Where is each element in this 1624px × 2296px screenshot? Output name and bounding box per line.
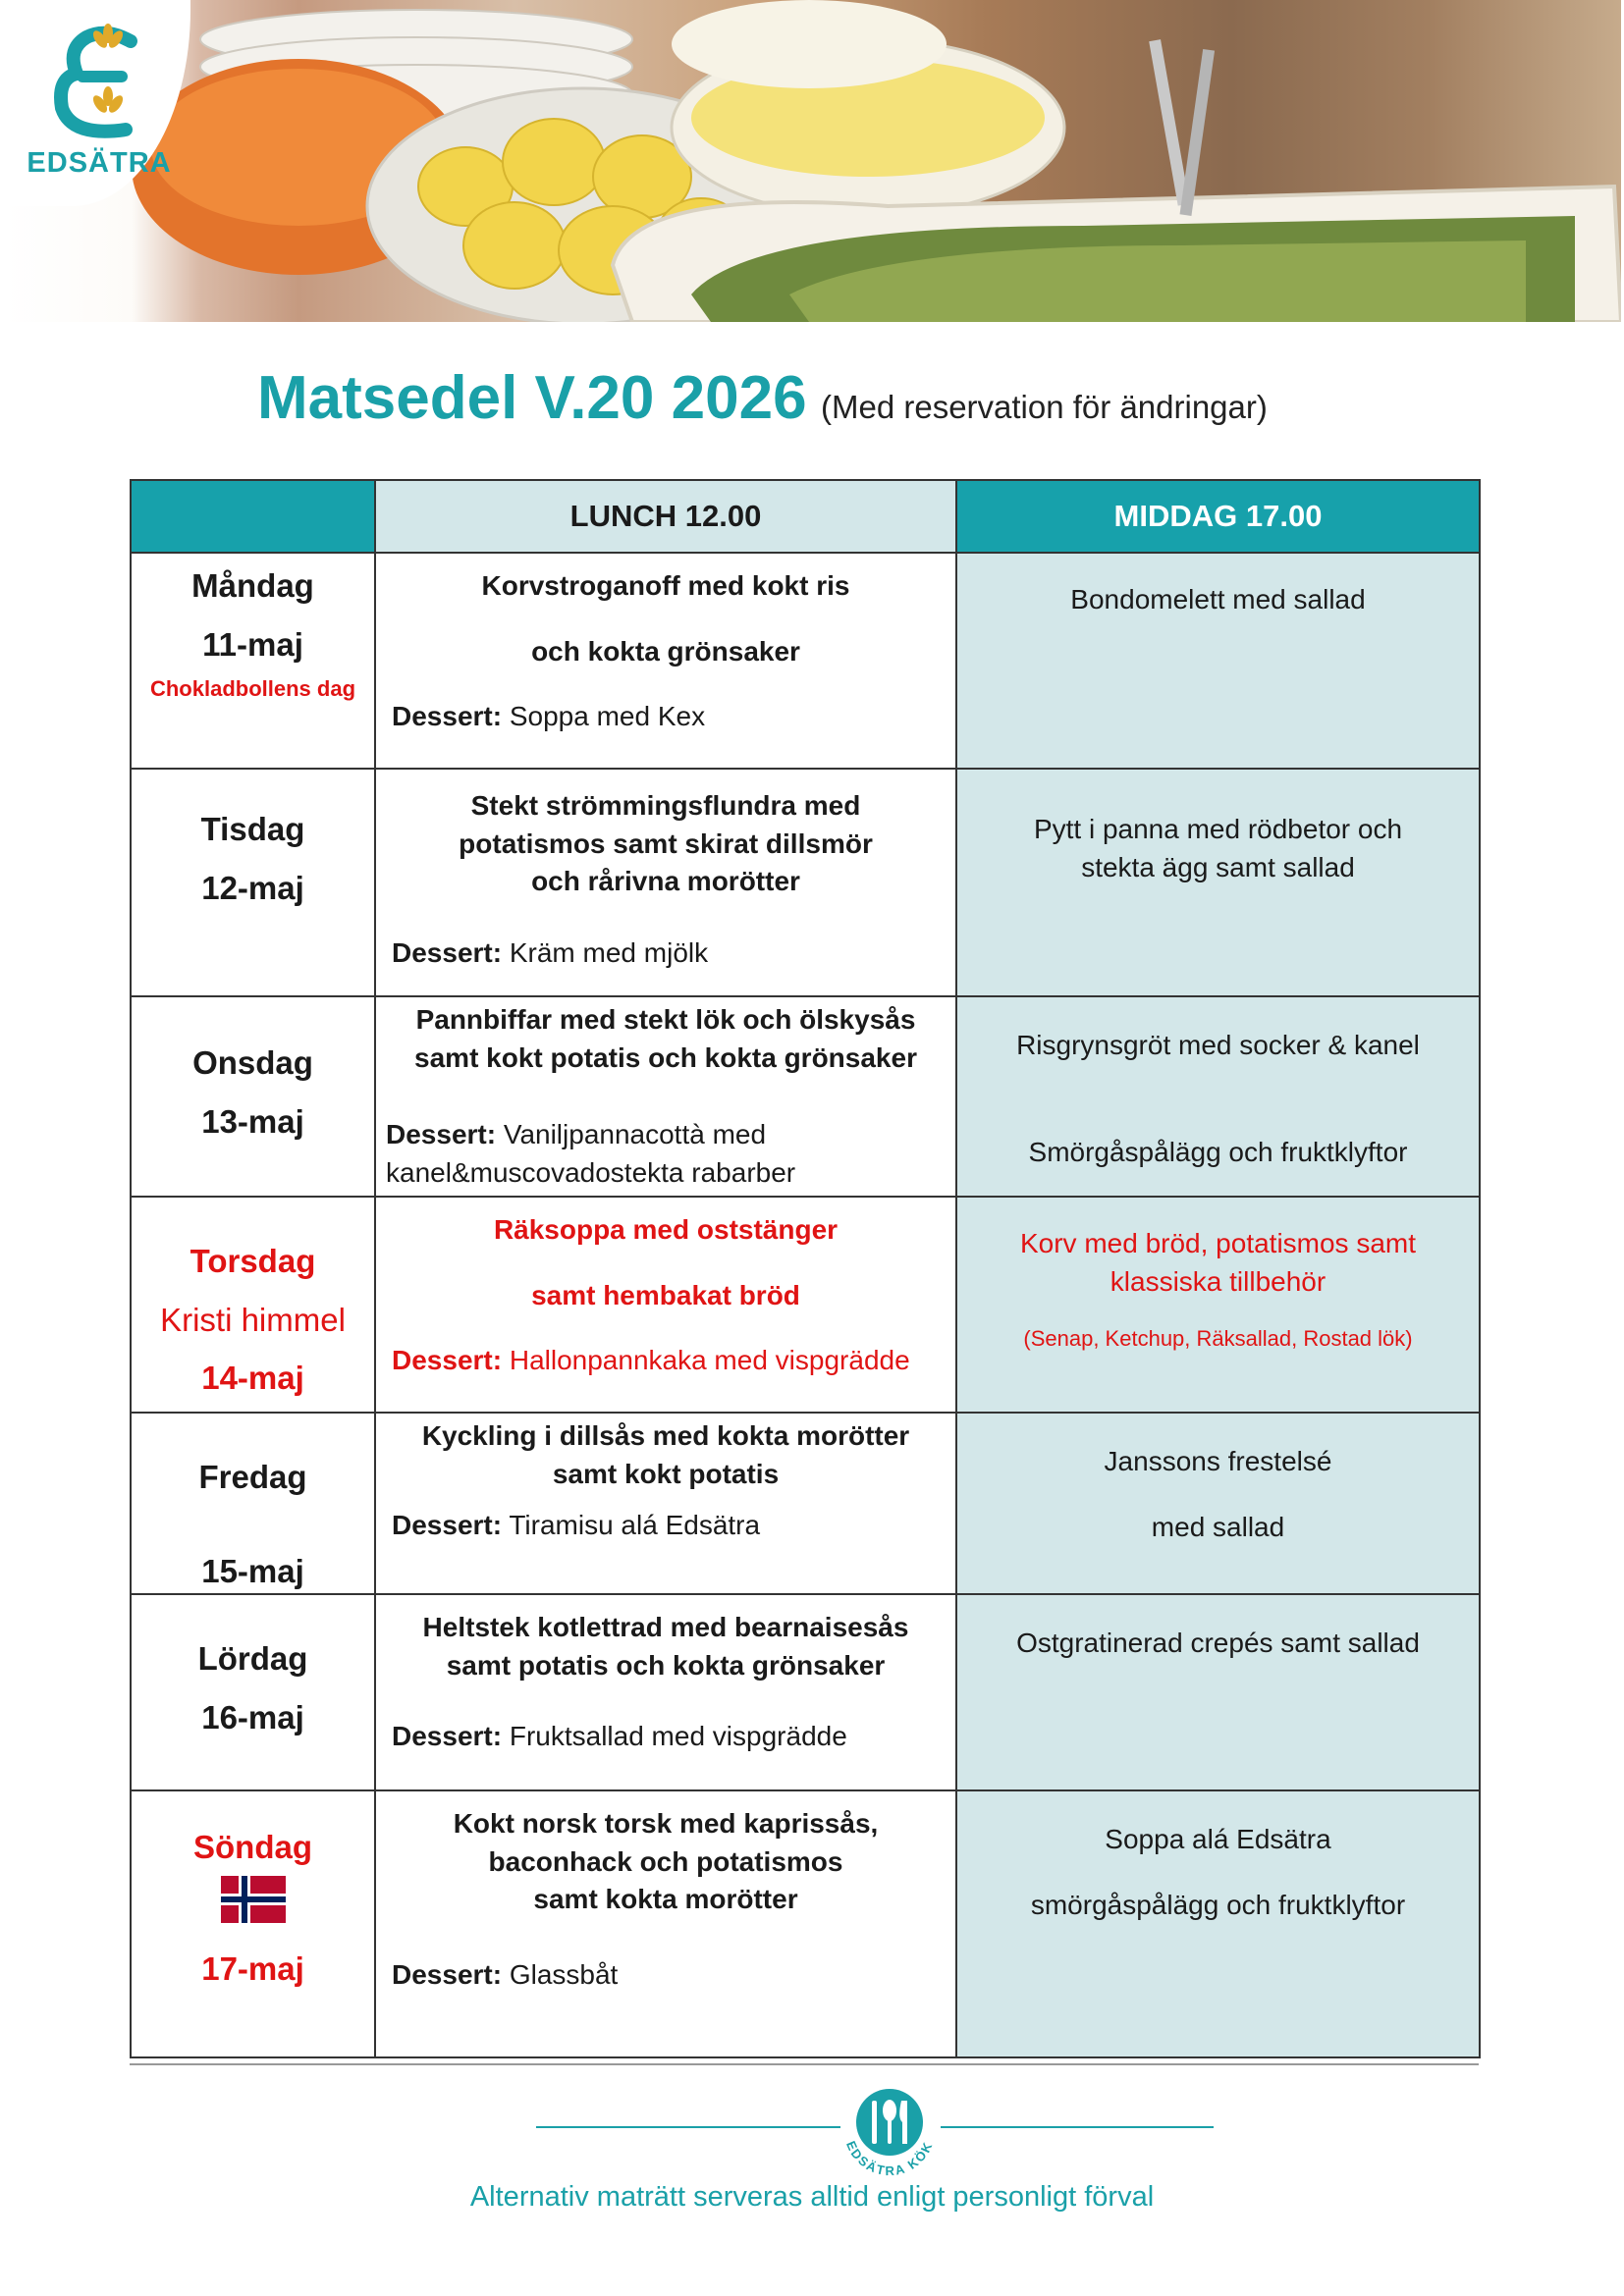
lunch-cell — [375, 1413, 956, 1594]
middag-line: Risgrynsgröt med socker & kanel — [1016, 1030, 1420, 1060]
lunch-line: Kyckling i dillsås med kokta morötter — [421, 1420, 910, 1451]
table-row — [131, 1790, 1480, 2057]
day-date: 16-maj — [201, 1698, 304, 1735]
table-header-row — [131, 480, 1480, 553]
dessert-text: Fruktsallad med vispgrädde — [509, 1721, 847, 1752]
day-cell — [131, 1594, 375, 1790]
dessert-text: Vaniljpannacottà med — [503, 1119, 767, 1150]
lunch-line: Kokt norsk torsk med kaprissås, — [453, 1808, 879, 1840]
lunch-cell — [375, 1197, 956, 1413]
table-row — [131, 769, 1480, 996]
lunch-cell — [375, 1594, 956, 1790]
dessert-label: Dessert: — [392, 936, 503, 968]
title-main: Matsedel V.20 2026 — [257, 364, 807, 432]
kitchen-logo-text: EDSÄTRA KÖK — [842, 2138, 937, 2179]
dessert-text: Hallonpannkaka med vispgrädde — [509, 1345, 910, 1376]
dessert-line — [376, 1718, 955, 1756]
day-name: Tisdag — [200, 811, 305, 847]
dessert-text: Soppa med Kex — [509, 701, 706, 732]
day-name: Söndag — [193, 1829, 312, 1866]
footer-divider — [130, 2063, 1479, 2065]
food-photo — [4, 0, 1621, 322]
lunch-line: Korvstroganoff med kokt ris — [481, 570, 850, 601]
lunch-line: samt kokt potatis — [552, 1458, 780, 1489]
middag-line: Soppa alá Edsätra — [1105, 1824, 1331, 1855]
middag-line: Korv med bröd, potatismos samt — [1019, 1228, 1417, 1258]
dessert-line — [376, 698, 955, 736]
day-date: 15-maj — [201, 1552, 304, 1589]
dessert-label: Dessert: — [392, 1721, 503, 1752]
lunch-line: och rårivna morötter — [531, 866, 800, 897]
middag-line: Janssons frestelsé — [1104, 1446, 1332, 1476]
table-row — [131, 1594, 1480, 1790]
day-cell — [131, 769, 375, 996]
lunch-line: och kokta grönsaker — [531, 635, 800, 667]
day-cell — [131, 996, 375, 1197]
day-date: 14-maj — [201, 1360, 304, 1397]
dessert-line — [376, 1507, 955, 1545]
middag-line: Ostgratinerad crepés samt sallad — [1016, 1628, 1420, 1659]
day-date: 13-maj — [201, 1102, 304, 1140]
lunch-line: samt kokta morötter — [533, 1884, 798, 1915]
page-title — [257, 363, 1268, 433]
middag-cell — [956, 769, 1480, 996]
table-row — [131, 1413, 1480, 1594]
middag-line: smörgåspålägg och fruktklyftor — [1030, 1889, 1406, 1920]
day-cell — [131, 1790, 375, 2057]
day-name: Måndag — [191, 567, 314, 604]
middag-cell — [956, 1413, 1480, 1594]
day-holiday: Kristi himmel — [160, 1301, 346, 1338]
lunch-line: Pannbiffar med stekt lök och ölskysås — [415, 1004, 916, 1035]
dessert-label: Dessert: — [392, 1345, 503, 1376]
lunch-line: Stekt strömmingsflundra med — [470, 790, 861, 821]
header-middag: MIDDAG 17.00 — [956, 480, 1480, 553]
middag-line: med sallad — [1151, 1511, 1285, 1542]
kitchen-logo-icon — [831, 2079, 948, 2187]
middag-line: Bondomelett med sallad — [1070, 584, 1366, 614]
title-subtitle: (Med reservation för ändringar) — [821, 389, 1268, 425]
lunch-line: samt potatis och kokta grönsaker — [446, 1649, 886, 1681]
norway-flag-icon — [219, 1876, 288, 1923]
lunch-cell — [375, 553, 956, 769]
dessert-text: Glassbåt — [509, 1958, 619, 1990]
menu-table — [130, 479, 1481, 2058]
lunch-line: samt kokt potatis och kokta grönsaker — [414, 1041, 917, 1073]
dessert-label: Dessert: — [392, 1510, 503, 1541]
lunch-line: baconhack och potatismos — [488, 1845, 843, 1877]
lunch-line: Räksoppa med oststänger — [493, 1214, 839, 1245]
middag-line: stekta ägg samt sallad — [1081, 851, 1355, 882]
middag-note: (Senap, Ketchup, Räksallad, Rostad lök) — [1023, 1326, 1413, 1352]
table-row — [131, 996, 1480, 1197]
table-row — [131, 553, 1480, 769]
lunch-cell — [375, 1790, 956, 2057]
lunch-line: Heltstek kotlettrad med bearnaisesås — [422, 1612, 909, 1643]
footer-line-left — [536, 2126, 840, 2128]
day-date: 11-maj — [202, 625, 303, 663]
logo-area — [4, 0, 190, 206]
day-name: Onsdag — [192, 1044, 313, 1081]
middag-cell — [956, 553, 1480, 769]
dessert-text-cont: kanel&muscovadostekta rabarber — [386, 1156, 796, 1188]
middag-cell — [956, 1790, 1480, 2057]
dessert-label: Dessert: — [392, 701, 503, 732]
day-cell — [131, 1197, 375, 1413]
middag-line: klassiska tillbehör — [1110, 1265, 1326, 1297]
day-note: Chokladbollens dag — [149, 676, 356, 702]
dessert-label: Dessert: — [392, 1958, 503, 1990]
middag-cell — [956, 1594, 1480, 1790]
day-cell — [131, 553, 375, 769]
table-row — [131, 1197, 1480, 1413]
header-corner-cell — [131, 480, 375, 553]
lunch-cell — [375, 769, 956, 996]
day-date: 12-maj — [201, 869, 304, 906]
dessert-text: Tiramisu alá Edsätra — [509, 1510, 761, 1541]
day-date: 17-maj — [201, 1949, 304, 1987]
lunch-cell — [375, 996, 956, 1197]
dessert-line — [376, 1342, 955, 1380]
day-name: Lördag — [197, 1640, 308, 1678]
dessert-line — [376, 934, 955, 973]
header-lunch: LUNCH 12.00 — [375, 480, 956, 553]
edsatra-logo-icon — [27, 20, 165, 147]
middag-line: Smörgåspålägg och fruktklyftor — [1028, 1136, 1408, 1167]
day-cell — [131, 1413, 375, 1594]
dessert-line — [376, 1116, 955, 1154]
middag-cell — [956, 996, 1480, 1197]
dessert-line — [376, 1956, 955, 1995]
footer-note: Alternativ maträtt serveras alltid enligt personligt förval — [469, 2181, 1155, 2213]
footer-line-right — [941, 2126, 1214, 2128]
day-name: Fredag — [198, 1459, 307, 1495]
dessert-label: Dessert: — [386, 1119, 497, 1150]
lunch-line: potatismos samt skirat dillsmör — [459, 828, 873, 859]
brand-name: EDSÄTRA — [27, 147, 172, 179]
middag-cell — [956, 1197, 1480, 1413]
middag-line: Pytt i panna med rödbetor och — [1033, 814, 1403, 844]
dessert-text: Kräm med mjölk — [509, 936, 709, 968]
day-name: Torsdag — [189, 1243, 316, 1279]
lunch-line: samt hembakat bröd — [531, 1279, 800, 1310]
header-banner — [4, 0, 1621, 322]
